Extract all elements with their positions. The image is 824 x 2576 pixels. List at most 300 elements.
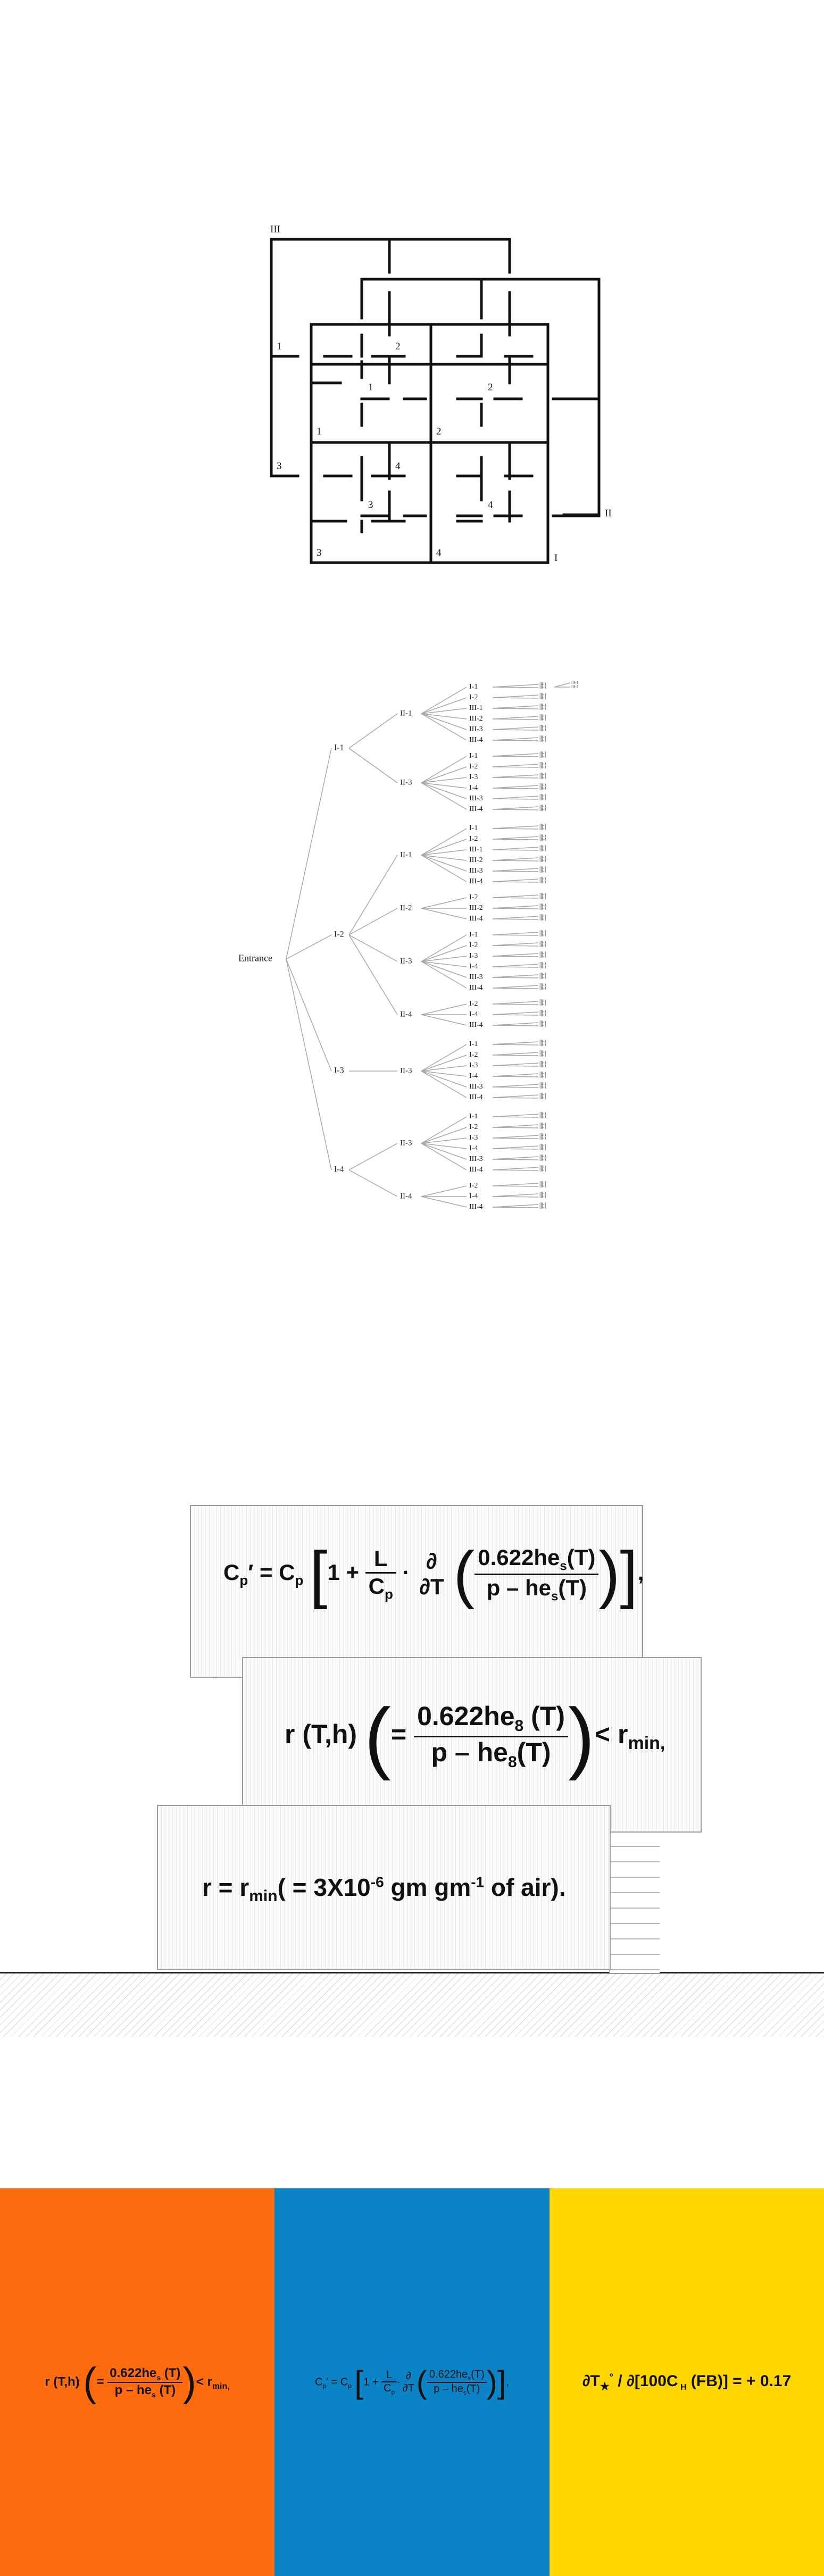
tree-leaf-label: III-1 — [539, 951, 546, 956]
cell-label: 1 — [317, 426, 322, 437]
tree-edge — [493, 1205, 538, 1207]
equation-cp — [223, 1538, 644, 1610]
tree-leaf-label: III-1 — [539, 1023, 546, 1028]
tree-edge — [493, 1063, 538, 1066]
tree-node-label: III-2 — [469, 856, 483, 865]
tree-node-label: III-3 — [469, 867, 483, 875]
tree-edge — [493, 860, 538, 861]
frac-num — [475, 1545, 598, 1574]
frac-num — [427, 2369, 487, 2382]
tree-edge — [493, 1207, 538, 1208]
eq-text: 0.622he — [429, 2368, 468, 2380]
eq-sup: -6 — [370, 1874, 384, 1891]
tree-node-label: III-4 — [469, 877, 483, 886]
tree-leaf-label: III-1 — [539, 876, 546, 881]
tree-edge — [493, 1074, 538, 1076]
tree-edge — [493, 1004, 538, 1005]
fraction-he — [107, 2366, 182, 2399]
overlapping-grid-diagram — [0, 202, 824, 585]
bracket-close: ] — [620, 1538, 638, 1610]
tree-edge — [493, 1042, 538, 1044]
paren-open: ( — [364, 1692, 391, 1781]
tree-leaf-label: III-1 — [539, 807, 546, 812]
tree-node-label: I-2 — [469, 893, 478, 902]
tree-edge — [421, 1015, 467, 1025]
tree-edge — [493, 1146, 538, 1149]
tree-edge — [493, 1076, 538, 1077]
panel-yellow — [550, 2188, 824, 2576]
tree-edge — [493, 785, 538, 788]
eq-text: = — [390, 1719, 407, 1750]
tree-leaf-label: III-1 — [539, 703, 546, 708]
eq-sub: H — [678, 2382, 687, 2392]
tree-node-label: II-3 — [400, 778, 412, 787]
frac-den — [381, 2381, 397, 2396]
tree-edge — [421, 1004, 467, 1015]
eq-text: ∂T — [582, 2372, 600, 2390]
tree-edge — [493, 1095, 538, 1098]
eq-text: C — [368, 1573, 385, 1599]
entrance-tree-diagram — [0, 649, 824, 1377]
tree-leaf-label: III-1 — [539, 1202, 546, 1207]
ground-hatch — [0, 1973, 824, 2037]
tree-leaf-label: III-1 — [539, 1039, 546, 1044]
eq-text: (T) — [517, 1737, 551, 1767]
eq-sub: 8 — [514, 1717, 524, 1735]
eq-text: p – he — [486, 1575, 552, 1600]
tree-edge — [286, 935, 331, 959]
tree-leaf-label: III-1 — [539, 717, 546, 722]
tree-node-label: II-3 — [400, 1139, 412, 1148]
cell-label: 4 — [488, 499, 493, 511]
eq-sup: -1 — [471, 1874, 485, 1891]
tree-node-label: I-4 — [469, 1144, 478, 1153]
tree-leaf-label: III-1 — [539, 1165, 546, 1169]
eq-sub: s — [156, 2373, 161, 2382]
eq-sub: s — [560, 1558, 567, 1573]
eq-text: , — [506, 2376, 509, 2388]
tree-leaf-label: III-1 — [539, 1205, 546, 1210]
tree-edge — [493, 1127, 538, 1128]
tree-edge — [493, 706, 538, 708]
tree-edge — [493, 1023, 538, 1025]
tree-edge — [493, 1052, 538, 1055]
eq-text: = — [96, 2374, 104, 2389]
tree-leaf-label: III-1 — [539, 1181, 546, 1185]
eq-sub: 8 — [507, 1753, 517, 1771]
tree-node-label: III-3 — [469, 1083, 483, 1091]
tree-leaf-label: III-1 — [539, 866, 546, 871]
tree-edge — [349, 855, 397, 935]
tree-node-label: III-4 — [469, 736, 483, 745]
ground-line — [0, 1972, 824, 1973]
tree-node-label: III-3 — [469, 973, 483, 982]
eq-text: r (T,h) — [45, 2374, 80, 2389]
tree-leaf-label: III-1 — [539, 869, 546, 874]
tree-node-label: I-2 — [469, 1182, 478, 1190]
tree-leaf-label: III-1 — [539, 696, 546, 700]
eq-sub: p — [384, 1585, 393, 1602]
tree-leaf-label: III-1 — [539, 961, 546, 966]
tree-node-label: III-1 — [469, 846, 483, 854]
panel-equation-cp — [315, 2366, 509, 2398]
tree-node-label: I-1 — [469, 1040, 478, 1049]
tree-node-label: II-1 — [400, 850, 412, 859]
tree-leaf-label: III-1 — [539, 1154, 546, 1159]
paren-close: ) — [182, 2359, 196, 2405]
tree-edge — [286, 959, 331, 1072]
label-II: II — [605, 508, 612, 519]
tree-leaf-label: III-1 — [539, 855, 546, 860]
tree-leaf-label: III-1 — [539, 1060, 546, 1065]
eq-text: of air). — [484, 1874, 566, 1901]
tree-node-label: I-2 — [469, 693, 478, 702]
fraction-partial — [416, 1549, 447, 1600]
tree-node-label: I-4 — [469, 784, 478, 792]
tree-leaf-label: III-1 — [539, 930, 546, 934]
tree-leaf-label: III-1 — [539, 1009, 546, 1014]
panel-orange — [0, 2188, 274, 2576]
tree-edge — [493, 985, 538, 988]
tree-edge — [493, 754, 538, 756]
eq-text: 0.622he — [417, 1701, 515, 1731]
tree-edge — [286, 748, 331, 959]
eq-text: < r — [196, 2374, 212, 2389]
tree-node-label: I-1 — [334, 743, 344, 752]
tree-edge — [493, 943, 538, 946]
eq-text: 1 + — [327, 1560, 359, 1585]
tree-leaf-label: III-1 — [539, 786, 546, 791]
tree-node-label: I-1 — [469, 1113, 478, 1121]
eq-text: 0.622he — [478, 1544, 560, 1570]
tree-edge — [493, 932, 538, 935]
tree-edge — [493, 964, 538, 967]
eq-sub: p — [322, 2381, 327, 2389]
tree-leaf-label: III-1 — [539, 706, 546, 711]
eq-text: gm gm — [384, 1874, 471, 1901]
cell-label: 2 — [488, 382, 493, 393]
eq-text: (T) — [161, 2365, 181, 2380]
tree-leaf-label: III-1 — [539, 797, 546, 801]
tree-edge — [493, 837, 538, 839]
tree-leaf-label: III-1 — [539, 765, 546, 770]
tree-node-label: I-1 — [469, 824, 478, 833]
eq-text: · — [397, 2376, 401, 2388]
frac-den: ∂T — [402, 2382, 414, 2394]
tree-edge — [349, 1170, 397, 1197]
frac-num: L — [373, 1546, 388, 1571]
tree-edge — [421, 908, 467, 919]
tree-node-label: I-3 — [469, 1134, 478, 1142]
eq-sup: ° — [609, 2371, 613, 2382]
tree-edge — [349, 1143, 397, 1170]
tree-edge — [493, 1194, 538, 1197]
tree-edge — [493, 988, 538, 989]
tree-leaf-label: III-1 — [571, 680, 578, 685]
tree-leaf-label: III-1 — [539, 1013, 546, 1017]
tree-leaf-label: III-1 — [539, 1136, 546, 1141]
tree-node-label: III-1 — [469, 704, 483, 713]
tree-edge — [493, 1125, 538, 1127]
tree-node-label: II-4 — [400, 1192, 412, 1201]
tree-node-label: III-3 — [469, 1155, 483, 1164]
tree-edge — [493, 684, 538, 687]
tree-edge — [349, 748, 397, 783]
tree-leaf-label: III-1 — [539, 933, 546, 938]
bracket-open: [ — [310, 1538, 328, 1610]
tree-leaf-label: III-1 — [539, 692, 546, 697]
tree-leaf-label: III-1 — [539, 804, 546, 809]
tree-edge — [493, 1157, 538, 1159]
eq-sub: min, — [628, 1733, 665, 1754]
tree-edge — [493, 1159, 538, 1160]
tree-leaf-label: III-1 — [539, 775, 546, 780]
tree-leaf-label: III-1 — [539, 1157, 546, 1162]
eq-text: (T) — [155, 2382, 176, 2397]
tree-node-label: I-2 — [469, 941, 478, 950]
tree-node-label: II-1 — [400, 709, 412, 718]
tree-leaf-label: III-1 — [539, 1191, 546, 1196]
tree-edge — [493, 756, 538, 757]
tree-edge — [493, 826, 538, 829]
eq-text: ′ = C — [248, 1560, 295, 1585]
tree-node-label: III-4 — [469, 1166, 483, 1174]
eq-text: ′ = C — [326, 2376, 348, 2388]
eq-text: (FB)] = + 0.17 — [686, 2372, 792, 2390]
tree-leaf-label: III-1 — [539, 1095, 546, 1100]
tree-leaf-label: III-1 — [539, 1133, 546, 1138]
frac-den — [427, 2382, 487, 2396]
fraction-L-over-Cp — [381, 2369, 397, 2396]
frac-num — [414, 1701, 568, 1736]
eq-text: 0.622he — [110, 2365, 157, 2380]
eq-text: · — [402, 1560, 410, 1585]
panel-blue — [274, 2188, 550, 2576]
tree-leaf-label: III-1 — [539, 940, 546, 945]
tree-edge — [493, 1025, 538, 1026]
eq-text: (T) — [558, 1575, 587, 1600]
tree-node-label: III-4 — [469, 1203, 483, 1211]
tree-edge — [493, 1114, 538, 1117]
tree-edge — [493, 695, 538, 698]
cell-label: 1 — [277, 341, 282, 352]
tree-edge — [493, 1167, 538, 1170]
tree-edge — [349, 908, 397, 935]
tree-leaf-label: III-1 — [539, 1115, 546, 1119]
frac-num: ∂ — [426, 1548, 437, 1574]
tree-edge — [493, 687, 538, 688]
tree-node-label: I-2 — [469, 1000, 478, 1008]
tree-leaf-label: III-1 — [539, 754, 546, 759]
eq-sub: min, — [212, 2381, 230, 2391]
eq-text: r = r — [202, 1874, 249, 1901]
tree-node-label: I-3 — [469, 952, 478, 960]
cell-label: 1 — [368, 382, 373, 393]
paren-close: ) — [486, 2364, 497, 2400]
tree-leaf-label: III-1 — [539, 1002, 546, 1007]
frac-num: ∂ — [405, 2370, 411, 2382]
side-stair — [609, 1831, 660, 1973]
tree-edge — [349, 935, 397, 1015]
tree-edge — [554, 683, 570, 687]
label-III: III — [270, 224, 280, 235]
eq-sub: p — [239, 1572, 248, 1588]
cell-label: 2 — [436, 426, 442, 437]
tree-edge — [493, 719, 538, 720]
frac-num: L — [386, 2369, 393, 2381]
eq-sub: p — [295, 1572, 304, 1588]
cell-label: 3 — [277, 461, 282, 472]
tree-edge — [493, 977, 538, 978]
eq-sub: p — [348, 2381, 352, 2389]
tree-leaf-label: III-1 — [539, 896, 546, 900]
tree-node-label: III-4 — [469, 1093, 483, 1102]
frac-den — [107, 2382, 182, 2399]
tree-leaf-label: III-1 — [539, 975, 546, 980]
paren-open: ( — [83, 2359, 97, 2405]
tree-edge — [493, 796, 538, 799]
tree-node-label: I-4 — [334, 1165, 344, 1174]
tree-leaf-label: III-1 — [539, 983, 546, 988]
cell-label: 3 — [368, 499, 373, 511]
bracket-open: [ — [354, 2364, 364, 2400]
tree-edge — [493, 847, 538, 850]
eq-text: (T) — [466, 2382, 480, 2395]
eq-text: (T) — [523, 1701, 565, 1731]
label-I: I — [554, 553, 558, 564]
tree-edge — [493, 788, 538, 789]
tree-node-label: I-4 — [469, 963, 478, 971]
frac-den — [475, 1574, 598, 1604]
tree-leaf-label: III-1 — [539, 762, 546, 766]
tree-edge — [349, 935, 397, 961]
tree-leaf-label: III-1 — [539, 1053, 546, 1058]
eq-sub: s — [551, 1588, 559, 1603]
tree-leaf-label: III-1 — [539, 999, 546, 1003]
tree-edge — [493, 956, 538, 957]
tree-node-label: I-3 — [469, 1061, 478, 1070]
tree-leaf-label: III-1 — [539, 837, 546, 842]
tree-leaf-label: III-1 — [539, 1085, 546, 1090]
tree-edge — [493, 906, 538, 908]
eq-text: C — [223, 1560, 240, 1585]
tree-edge — [493, 916, 538, 919]
frac-den — [365, 1572, 396, 1602]
tree-node-label: III-4 — [469, 915, 483, 923]
tree-edge — [493, 1135, 538, 1138]
tree-node-label: I-1 — [469, 683, 478, 691]
tree-edge — [493, 807, 538, 809]
tree-node-label: I-3 — [469, 773, 478, 782]
panel-equation-r — [45, 2359, 230, 2405]
tree-edge — [493, 1012, 538, 1015]
eq-sub: p — [391, 2388, 395, 2396]
tree-edge — [493, 895, 538, 898]
tree-edge — [493, 777, 538, 778]
eq-sub: min — [249, 1887, 278, 1905]
panel-equation-dT — [582, 2372, 792, 2393]
tree-node-label: III-2 — [469, 715, 483, 723]
fraction-he8 — [414, 1701, 568, 1771]
tree-leaf-label: III-1 — [539, 1184, 546, 1189]
tree-edge — [493, 738, 538, 740]
tree-leaf-label: III-1 — [539, 1125, 546, 1130]
tree-leaf-label: III-1 — [539, 682, 546, 687]
tree-node-label: I-3 — [334, 1066, 344, 1075]
tree-node-label: III-2 — [469, 904, 483, 913]
tree-leaf-label: III-1 — [539, 880, 546, 884]
tree-leaf-label: III-1 — [539, 1074, 546, 1079]
equation-r — [285, 1692, 665, 1781]
cell-label: 4 — [395, 461, 401, 472]
tree-edge — [493, 975, 538, 977]
tree-leaf-label: III-1 — [539, 954, 546, 959]
tree-leaf-label: III-1 — [539, 826, 546, 831]
tree-leaf-label: III-1 — [539, 892, 546, 897]
eq-text: r (T,h) — [285, 1719, 357, 1750]
cell-label: 3 — [317, 547, 322, 558]
tree-leaf-label: III-1 — [539, 1082, 546, 1086]
tree-edge — [421, 898, 467, 908]
tree-leaf-label: III-1 — [539, 714, 546, 718]
fraction-he — [475, 1545, 598, 1604]
eq-text: C — [315, 2376, 323, 2388]
tree-leaf-label: III-1 — [539, 986, 546, 991]
paren-close: ) — [598, 1538, 620, 1610]
tree-leaf-label: III-1 — [539, 903, 546, 908]
tree-leaf-label: III-1 — [539, 1020, 546, 1025]
tree-edge — [493, 1087, 538, 1088]
tree-node-label: III-4 — [469, 805, 483, 814]
tree-edge — [493, 908, 538, 909]
tree-edge — [493, 727, 538, 730]
tree-edge — [493, 1044, 538, 1045]
tree-leaf-label: III-1 — [539, 1050, 546, 1055]
tree-edge — [493, 868, 538, 871]
paren-open: ( — [416, 2364, 427, 2400]
tree-leaf-label: III-1 — [539, 1194, 546, 1199]
tree-leaf-label: III-1 — [539, 848, 546, 852]
paren-open: ( — [453, 1538, 475, 1610]
tree-leaf-label: III-1 — [539, 823, 546, 828]
eq-sub: ★ — [600, 2380, 610, 2393]
eq-text: p – he — [114, 2382, 152, 2397]
paren-close: ) — [568, 1692, 595, 1781]
tree-leaf-label: III-1 — [539, 965, 546, 969]
tree-leaf-label: III-1 — [539, 972, 546, 977]
tree-edge — [421, 1186, 467, 1197]
tree-leaf-label: III-1 — [539, 834, 546, 839]
tree-node-label: III-3 — [469, 725, 483, 734]
tree-leaf-label: III-1 — [539, 943, 546, 948]
tree-root-label: Entrance — [238, 952, 272, 964]
eq-text: C — [384, 2382, 392, 2394]
tree-edge — [493, 1138, 538, 1139]
tree-leaf-label: III-1 — [539, 738, 546, 743]
tree-leaf-label: III-1 — [539, 793, 546, 798]
cell-label: 4 — [436, 547, 442, 558]
tree-node-label: III-4 — [469, 984, 483, 992]
tree-node-label: I-4 — [469, 1192, 478, 1201]
eq-text: / ∂[100C — [613, 2372, 678, 2390]
tree-edge — [286, 959, 331, 1170]
frac-num — [107, 2366, 182, 2382]
tree-leaf-label: III-1 — [539, 1071, 546, 1076]
tree-leaf-label: III-1 — [539, 1111, 546, 1116]
eq-text: p – he — [434, 2382, 463, 2395]
tree-edge — [493, 954, 538, 956]
tree-leaf-label: III-1 — [539, 783, 546, 788]
